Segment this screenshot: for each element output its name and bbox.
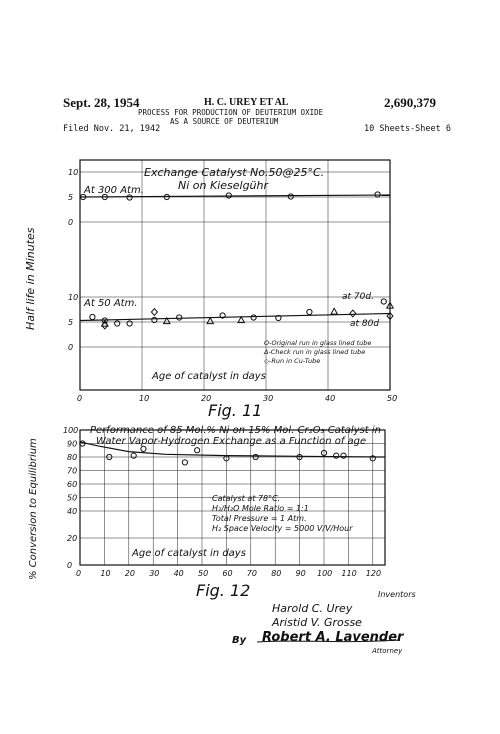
- inventor-name-2: Aristid V. Grosse: [272, 616, 362, 629]
- fig12-xtick-label-40: 40: [173, 569, 184, 578]
- fig12-title-line2: Water Vapor-Hydrogen Exchange as a Function of age: [96, 436, 367, 447]
- fig11-point-p1-s0-5: [177, 315, 182, 320]
- fig12-xtick-label-100: 100: [317, 569, 333, 578]
- patent-date: Sept. 28, 1954: [63, 95, 140, 110]
- fig12-ytick-label-0: 0: [67, 561, 73, 570]
- fig11-point-p1-s0-7: [251, 315, 256, 320]
- sheet-number: 10 Sheets-Sheet 6: [364, 124, 451, 134]
- fig12-note-4: H₂ Space Velocity = 5000 V/V/Hour: [212, 524, 353, 533]
- fig11-ytick-label-p1-10: 10: [68, 293, 79, 302]
- fig11-label-80d: at 80d: [350, 319, 380, 329]
- inventors-label: Inventors: [378, 590, 416, 599]
- fig12-xtick-label-50: 50: [198, 569, 209, 578]
- fig12-point-s0-10: [334, 453, 339, 458]
- fig12-xtick-label-30: 30: [149, 569, 160, 578]
- fig12-xtick-label-10: 10: [100, 569, 111, 578]
- fig11-xtick-label-0: 0: [77, 394, 83, 403]
- by-label: By: [232, 635, 247, 646]
- patent-number: 2,690,379: [384, 95, 436, 110]
- patent-title-line1: PROCESS FOR PRODUCTION OF DEUTERIUM OXIDE: [138, 108, 324, 117]
- fig12-chart: [0, 420, 500, 600]
- fig12-point-s0-5: [195, 448, 200, 453]
- filed-date: Filed Nov. 21, 1942: [63, 124, 161, 134]
- fig11-legend-item-1: O-Original run in glass lined tube: [264, 339, 372, 347]
- fig11-xtick-label-20: 20: [201, 394, 212, 403]
- patent-title-line2: AS A SOURCE OF DEUTERIUM: [170, 117, 279, 126]
- fig12-ytick-label-40: 40: [67, 507, 78, 516]
- fig12-note-3: Total Pressure = 1 Atm.: [212, 514, 307, 523]
- fig11-ytick-label-p0-5: 5: [68, 193, 74, 202]
- fig11-xtick-label-40: 40: [325, 394, 336, 403]
- fig11-point-p0-s0-5: [288, 194, 293, 199]
- fig11-point-p1-s1-2: [207, 318, 213, 324]
- fig11-trend-p1: [80, 314, 390, 321]
- fig12-xtick-label-120: 120: [365, 569, 382, 578]
- fig11-x-axis-label: Age of catalyst in days: [152, 371, 266, 382]
- fig11-ytick-label-p0-0: 0: [68, 218, 74, 227]
- fig11-point-p1-s2-2: [350, 310, 356, 317]
- fig11-ytick-label-p1-5: 5: [68, 318, 74, 327]
- fig12-xtick-label-0: 0: [76, 569, 82, 578]
- fig11-point-p1-s0-9: [307, 309, 312, 314]
- fig12-note-1: Catalyst at 78°C.: [212, 494, 281, 503]
- fig12-xtick-label-90: 90: [295, 569, 306, 578]
- fig12-x-axis-label: Age of catalyst in days: [132, 548, 246, 559]
- fig12-y-axis-label: % Conversion to Equilibrium: [28, 438, 39, 580]
- fig12-point-s0-4: [182, 460, 187, 465]
- fig11-title-line2: Ni on Kieselgühr: [178, 179, 269, 192]
- fig11-caption: Fig. 11: [208, 401, 263, 420]
- fig12-ytick-label-80: 80: [67, 453, 78, 462]
- fig11-point-p1-s0-3: [127, 321, 132, 326]
- fig12-ytick-label-20: 20: [67, 534, 78, 543]
- patent-inventors: H. C. UREY ET AL: [204, 97, 289, 108]
- fig11-legend-item-2: Δ-Check run in glass lined tube: [264, 348, 366, 356]
- fig12-xtick-label-70: 70: [246, 569, 257, 578]
- fig11-xtick-label-10: 10: [139, 394, 150, 403]
- attorney-label: Attorney: [372, 647, 403, 655]
- fig11-ytick-label-p0-10: 10: [68, 168, 79, 177]
- fig12-xtick-label-20: 20: [124, 569, 135, 578]
- fig12-ytick-label-60: 60: [67, 480, 78, 489]
- fig12-ytick-label-50: 50: [67, 493, 78, 503]
- fig12-title-line1: Performance of 85 Mol.% Ni on 15% Mol. Cr₂O₃ Catalyst in: [90, 425, 381, 436]
- fig12-point-s0-3: [141, 446, 146, 451]
- fig11-chart: [0, 150, 500, 420]
- fig11-point-p1-s2-1: [151, 309, 157, 316]
- fig11-label-50atm: At 50 Atm.: [84, 298, 138, 309]
- fig11-label-70d: at 70d.: [342, 292, 374, 302]
- fig12-xtick-label-60: 60: [222, 569, 233, 578]
- fig11-point-p1-s1-3: [238, 317, 244, 323]
- fig11-ticks: [68, 168, 397, 403]
- fig11-point-p1-s1-4: [331, 308, 337, 314]
- fig12-point-s0-11: [341, 453, 346, 458]
- fig11-point-p1-s0-10: [381, 299, 386, 304]
- fig12-point-s0-2: [131, 453, 136, 458]
- fig11-y-axis-label: Half life in Minutes: [24, 227, 37, 330]
- fig11-legend-item-3: ◇-Run in Cu-Tube: [264, 357, 321, 365]
- fig12-note-2: H₂/H₂O Mole Ratio = 1:1: [212, 504, 309, 513]
- fig11-label-300atm: At 300 Atm.: [84, 185, 144, 196]
- fig12-xtick-label-110: 110: [341, 569, 357, 578]
- fig12-caption: Fig. 12: [196, 581, 251, 600]
- fig11-xtick-label-50: 50: [387, 394, 398, 403]
- attorney-signature: Robert A. Lavender: [262, 630, 404, 645]
- fig12-ytick-label-70: 70: [67, 466, 78, 476]
- fig11-point-p1-s0-0: [90, 314, 95, 319]
- attorney-signature-underline: [255, 636, 405, 646]
- fig12-ytick-label-100: 100: [63, 426, 79, 435]
- fig11-title-line1: Exchange Catalyst No.50@25°C.: [144, 166, 325, 179]
- fig11-ytick-label-p1-0: 0: [68, 343, 74, 352]
- inventor-name-1: Harold C. Urey: [272, 602, 353, 615]
- fig12-ytick-label-90: 90: [67, 439, 78, 449]
- fig11-xtick-label-30: 30: [263, 394, 274, 403]
- fig12-xtick-label-80: 80: [271, 569, 282, 578]
- fig11-point-p1-s0-2: [115, 321, 120, 326]
